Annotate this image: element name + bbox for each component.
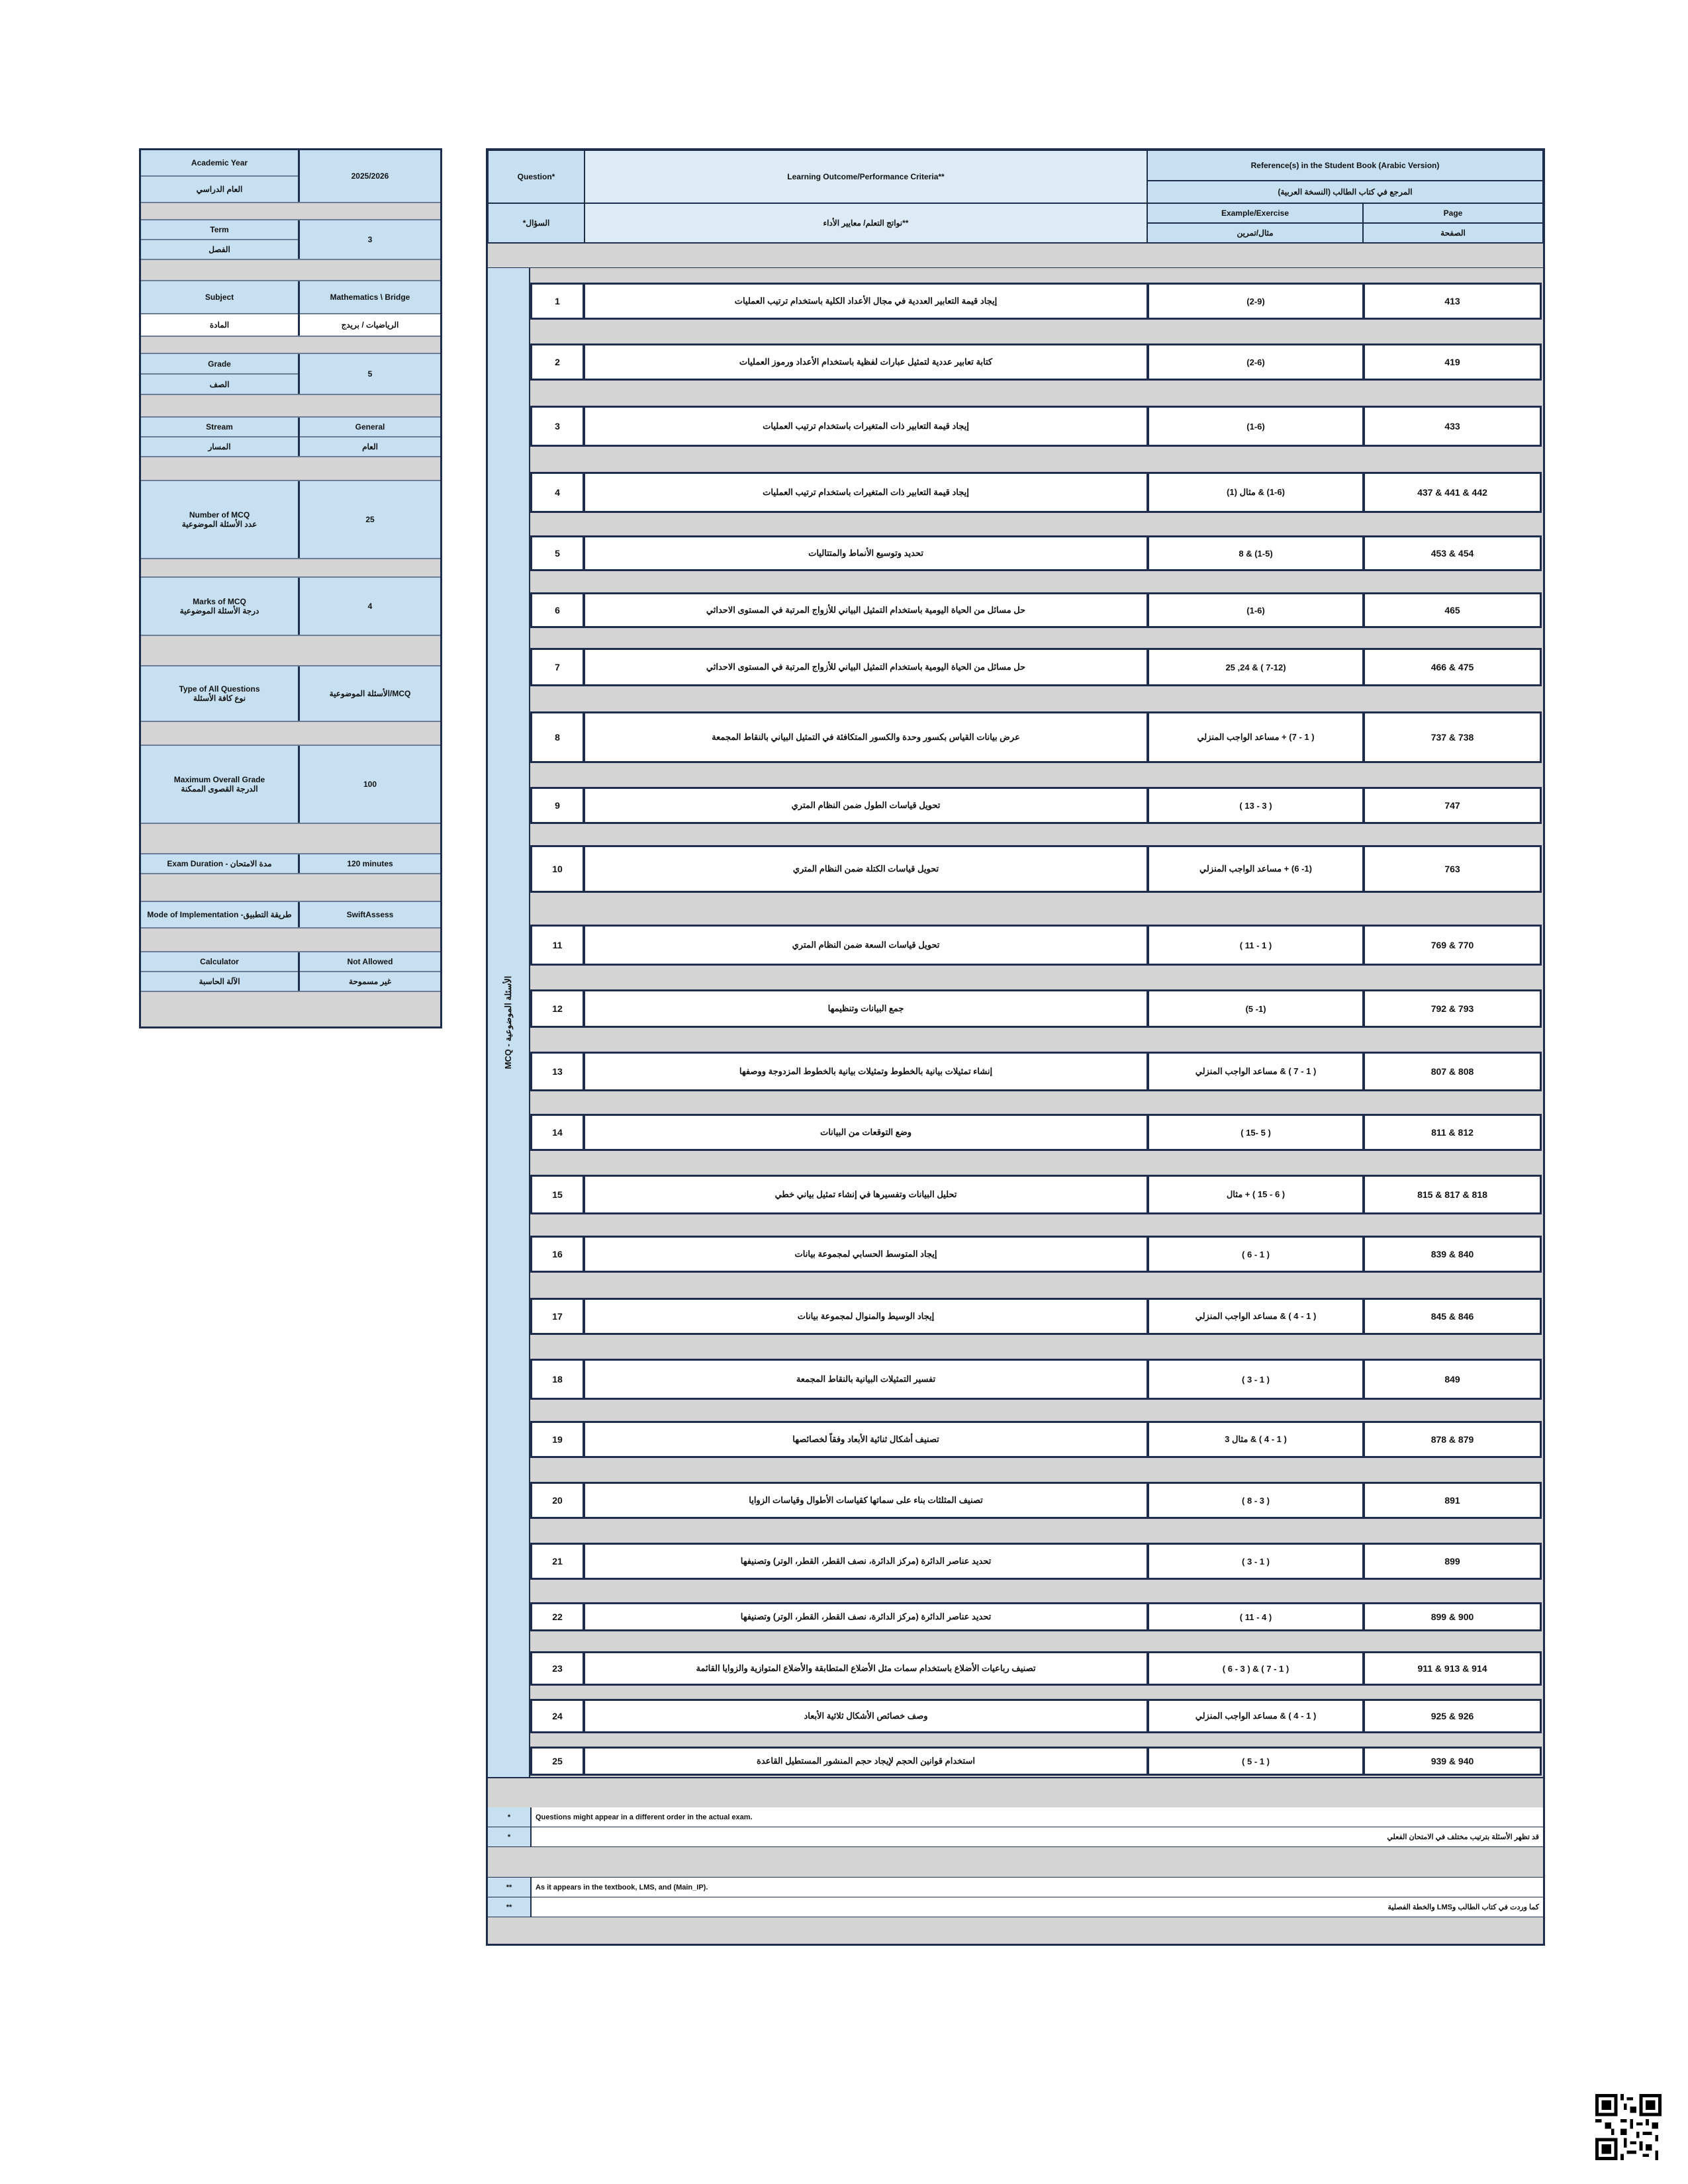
footer-spacer <box>488 1777 1543 1807</box>
mcq-marks-value: 4 <box>300 578 440 635</box>
question-number: 7 <box>530 648 585 686</box>
max-grade-value: 100 <box>300 746 440 823</box>
example-exercise: ( 3 - 13 ) <box>1147 787 1364 824</box>
learning-outcome: إيجاد الوسيط والمنوال لمجموعة بيانات <box>583 1298 1149 1335</box>
note-1-marker-ar: * <box>488 1827 532 1846</box>
spacer <box>141 203 440 220</box>
question-number: 1 <box>530 283 585 320</box>
page-reference: 769 & 770 <box>1363 925 1542 966</box>
subject-value-ar: الرياضيات / بريدج <box>300 313 440 336</box>
spacer <box>141 992 440 1026</box>
grade-label: Grade <box>208 359 231 369</box>
learning-outcome: إيجاد قيمة التعابير ذات المتغيرات باستخدام ترتيب العمليات <box>583 406 1149 447</box>
max-grade-label-ar: الدرجة القصوى الممكنة <box>181 784 258 794</box>
max-grade-row <box>141 746 440 824</box>
example-exercise: ( 1 - 3 ) <box>1147 1359 1364 1400</box>
duration-label: Exam Duration - مدة الامتحان <box>167 859 272 868</box>
note-row-1 <box>488 1807 1543 1827</box>
academic-year-value: 2025/2026 <box>300 150 440 202</box>
example-exercise: ( 1 - 4 ) & مساعد الواجب المنزلي <box>1147 1699 1364 1733</box>
learning-outcome: حل مسائل من الحياة اليومية باستخدام التمثيل البياني للأزواج المرتبة في المستوى الاحداثي <box>583 592 1149 628</box>
mcq-section-text: الأسئلة الموضوعية - MCQ <box>503 976 513 1069</box>
page-reference: 419 <box>1363 343 1542 381</box>
term-label: Term <box>210 225 229 234</box>
calculator-label-ar: الآلة الحاسبة <box>141 971 298 991</box>
stream-label: Stream <box>141 418 298 436</box>
page-reference: 811 & 812 <box>1363 1114 1542 1151</box>
stream-label-ar: المسار <box>141 436 298 456</box>
spacer <box>141 929 440 952</box>
question-number: 9 <box>530 787 585 824</box>
note-1-text-ar: قد تظهر الأسئلة بترتيب مختلف في الامتحان الفعلي <box>1387 1833 1539 1841</box>
learning-outcome: إيجاد المتوسط الحسابي لمجموعة بيانات <box>583 1236 1149 1273</box>
question-number: 16 <box>530 1236 585 1273</box>
question-number: 8 <box>530 711 585 763</box>
example-exercise: (2-9) <box>1147 283 1364 320</box>
question-number: 12 <box>530 989 585 1028</box>
page-reference: 925 & 926 <box>1363 1699 1542 1733</box>
page-reference: 815 & 817 & 818 <box>1363 1175 1542 1214</box>
learning-outcome: إيجاد قيمة التعابير العددية في مجال الأعداد الكلية باستخدام ترتيب العمليات <box>583 283 1149 320</box>
learning-outcome: جمع البيانات وتنظيمها <box>583 989 1149 1028</box>
mcq-section-label <box>488 268 530 1777</box>
page-reference: 899 & 900 <box>1363 1602 1542 1631</box>
question-number: 4 <box>530 472 585 513</box>
mcq-marks-row <box>141 578 440 636</box>
page-reference: 878 & 879 <box>1363 1421 1542 1458</box>
example-header-ar: مثال/تمرين <box>1147 223 1363 243</box>
page-reference: 465 <box>1363 592 1542 628</box>
spacer <box>141 337 440 354</box>
learning-outcome: تصنيف رباعيات الأضلاع باستخدام سمات مثل الأضلاع المتطابقة والأضلاع المتوازية والزوايا القائمة <box>583 1651 1149 1686</box>
spacer <box>141 824 440 854</box>
page-reference: 413 <box>1363 283 1542 320</box>
example-exercise: (1- 5) <box>1147 989 1364 1028</box>
subject-value: Mathematics \ Bridge <box>300 281 440 313</box>
spacer <box>141 457 440 481</box>
question-number: 5 <box>530 535 585 571</box>
question-number: 10 <box>530 845 585 893</box>
question-number: 25 <box>530 1747 585 1776</box>
page-reference: 747 <box>1363 787 1542 824</box>
question-number: 23 <box>530 1651 585 1686</box>
page-reference: 763 <box>1363 845 1542 893</box>
example-exercise: ( 1 - 4 ) & مثال 3 <box>1147 1421 1364 1458</box>
question-type-row <box>141 666 440 722</box>
page-reference: 845 & 846 <box>1363 1298 1542 1335</box>
subject-label: Subject <box>205 293 234 302</box>
grade-row <box>141 354 440 395</box>
note-1-text: Questions might appear in a different order in the actual exam. <box>536 1813 753 1821</box>
example-exercise: ( 4 - 11 ) <box>1147 1602 1364 1631</box>
page-header: Page <box>1363 203 1543 223</box>
duration-row <box>141 854 440 874</box>
example-exercise: ( 1 - 3 ) <box>1147 1543 1364 1580</box>
example-exercise: (1-6) <box>1147 592 1364 628</box>
mcq-number-row <box>141 481 440 559</box>
mcq-marks-label: Marks of MCQ <box>193 597 246 606</box>
learning-outcome: عرض بيانات القياس بكسور وحدة والكسور المتكافئة في التمثيل البياني بالنقاط المجمعة <box>583 711 1149 763</box>
example-exercise: ( 1 - 6 ) <box>1147 1236 1364 1273</box>
question-number: 24 <box>530 1699 585 1733</box>
duration-value: 120 minutes <box>300 854 440 873</box>
academic-year-label-ar: العام الدراسي <box>141 175 298 202</box>
grade-value: 5 <box>300 354 440 394</box>
example-exercise: (1-6) & مثال (1) <box>1147 472 1364 513</box>
learning-outcome: تصنيف أشكال ثنائية الأبعاد وفقاً لخصائصها <box>583 1421 1149 1458</box>
example-exercise: ( 1 - 7 ) & مساعد الواجب المنزلي <box>1147 1052 1364 1091</box>
example-header: Example/Exercise <box>1147 203 1363 223</box>
page-reference: 433 <box>1363 406 1542 447</box>
stream-row <box>141 418 440 457</box>
page-reference: 911 & 913 & 914 <box>1363 1651 1542 1686</box>
page-reference: 839 & 840 <box>1363 1236 1542 1273</box>
mcq-number-label: Number of MCQ <box>189 510 250 520</box>
learning-outcome: وصف خصائص الأشكال ثلاثية الأبعاد <box>583 1699 1149 1733</box>
qr-code-icon <box>1595 2094 1662 2160</box>
calculator-label: Calculator <box>200 957 239 966</box>
example-exercise: ( 6 - 15 ) + مثال <box>1147 1175 1364 1214</box>
notes-spacer <box>488 1847 1543 1878</box>
page-reference: 737 & 738 <box>1363 711 1542 763</box>
mode-row <box>141 902 440 929</box>
question-number: 19 <box>530 1421 585 1458</box>
mode-label: Mode of Implementation -طريقة التطبيق <box>147 910 292 919</box>
example-exercise: ( 1 - 11 ) <box>1147 925 1364 966</box>
learning-outcome: تصنيف المثلثات بناء على سماتها كقياسات الأطوال وقياسات الزوايا <box>583 1482 1149 1519</box>
question-number: 17 <box>530 1298 585 1335</box>
example-exercise: ( 3 - 8 ) <box>1147 1482 1364 1519</box>
page-reference: 899 <box>1363 1543 1542 1580</box>
question-number: 15 <box>530 1175 585 1214</box>
header-spacer <box>488 243 1543 268</box>
question-number: 21 <box>530 1543 585 1580</box>
note-row-2-ar <box>488 1897 1543 1917</box>
outcome-header: Learning Outcome/Performance Criteria** <box>585 150 1147 203</box>
exam-info-panel <box>139 148 442 1028</box>
spacer <box>141 636 440 666</box>
question-number: 22 <box>530 1602 585 1631</box>
example-exercise: (1- 6) + مساعد الواجب المنزلي <box>1147 845 1364 893</box>
question-number: 3 <box>530 406 585 447</box>
question-header-ar: السؤال* <box>488 203 585 243</box>
reference-header: Reference(s) in the Student Book (Arabic Version) <box>1147 150 1543 181</box>
question-number: 6 <box>530 592 585 628</box>
question-number: 11 <box>530 925 585 966</box>
example-exercise: (7-12 ) & 24, 25 <box>1147 648 1364 686</box>
page-reference: 466 & 475 <box>1363 648 1542 686</box>
calculator-value-ar: غير مسموحة <box>300 971 440 991</box>
subject-label-ar: المادة <box>141 313 298 336</box>
spacer <box>141 559 440 578</box>
page-reference: 891 <box>1363 1482 1542 1519</box>
note-2-marker-ar: ** <box>488 1897 532 1917</box>
spacer <box>141 260 440 281</box>
learning-outcome: تحويل قياسات السعة ضمن النظام المتري <box>583 925 1149 966</box>
question-number: 13 <box>530 1052 585 1091</box>
learning-outcome: استخدام قوانين الحجم لإيجاد حجم المنشور المستطيل القاعدة <box>583 1747 1149 1776</box>
page-reference: 807 & 808 <box>1363 1052 1542 1091</box>
learning-outcome: تفسير التمثيلات البيانية بالنقاط المجمعة <box>583 1359 1149 1400</box>
stream-value: General <box>300 418 440 436</box>
outcomes-table <box>486 148 1545 1946</box>
note-2-marker: ** <box>488 1878 532 1897</box>
question-number: 14 <box>530 1114 585 1151</box>
mcq-marks-label-ar: درجة الأسئلة الموضوعية <box>179 606 259 615</box>
reference-header-ar: المرجع في كتاب الطالب (النسخة العربية) <box>1147 181 1543 203</box>
learning-outcome: تحديد عناصر الدائرة (مركز الدائرة، نصف القطر، القطر، الوتر) وتصنيفها <box>583 1543 1149 1580</box>
term-row <box>141 220 440 260</box>
academic-year-label: Academic Year <box>191 158 248 167</box>
question-number: 20 <box>530 1482 585 1519</box>
note-1-marker: * <box>488 1807 532 1827</box>
subject-row <box>141 281 440 337</box>
page-header-ar: الصفحة <box>1363 223 1543 243</box>
learning-outcome: تحويل قياسات الطول ضمن النظام المتري <box>583 787 1149 824</box>
example-exercise: ( 1 - 5 ) <box>1147 1747 1364 1776</box>
mcq-number-value: 25 <box>300 481 440 558</box>
spacer <box>141 874 440 902</box>
spacer <box>141 395 440 418</box>
note-2-text: As it appears in the textbook, LMS, and (Main_IP). <box>536 1883 708 1891</box>
page-reference: 792 & 793 <box>1363 989 1542 1028</box>
bottom-spacer <box>488 1917 1543 1944</box>
example-exercise: ( 1 - 4 ) & مساعد الواجب المنزلي <box>1147 1298 1364 1335</box>
page-reference: 849 <box>1363 1359 1542 1400</box>
learning-outcome: إيجاد قيمة التعابير ذات المتغيرات باستخدام ترتيب العمليات <box>583 472 1149 513</box>
note-row-1-ar <box>488 1827 1543 1847</box>
question-type-label: Type of All Questions <box>179 684 260 694</box>
learning-outcome: إنشاء تمثيلات بيانية بالخطوط وتمثيلات بيانية بالخطوط المزدوجة ووصفها <box>583 1052 1149 1091</box>
example-exercise: ( 1 - 7 ) & ( 3 - 6 ) <box>1147 1651 1364 1686</box>
example-exercise: ( 5 -15 ) <box>1147 1114 1364 1151</box>
learning-outcome: تحليل البيانات وتفسيرها في إنشاء تمثيل بياني خطي <box>583 1175 1149 1214</box>
question-type-value: الأسئلة الموضوعية/MCQ <box>300 666 440 721</box>
note-row-2 <box>488 1878 1543 1897</box>
learning-outcome: تحديد وتوسيع الأنماط والمتتاليات <box>583 535 1149 571</box>
example-exercise: (2-6) <box>1147 343 1364 381</box>
question-header: Question* <box>488 150 585 203</box>
learning-outcome: تحويل قياسات الكتلة ضمن النظام المتري <box>583 845 1149 893</box>
stream-value-ar: العام <box>300 436 440 456</box>
spacer <box>141 722 440 746</box>
example-exercise: (1-6) <box>1147 406 1364 447</box>
learning-outcome: كتابة تعابير عددية لتمثيل عبارات لفظية باستخدام الأعداد ورموز العمليات <box>583 343 1149 381</box>
term-label-ar: الفصل <box>141 239 298 259</box>
max-grade-label: Maximum Overall Grade <box>173 775 265 784</box>
page-reference: 437 & 441 & 442 <box>1363 472 1542 513</box>
question-type-label-ar: نوع كافة الأسئلة <box>193 694 246 703</box>
calculator-row <box>141 952 440 992</box>
page-reference: 939 & 940 <box>1363 1747 1542 1776</box>
learning-outcome: وضع التوقعات من البيانات <box>583 1114 1149 1151</box>
outcome-header-ar: **نواتج التعلم/ معايير الأداء <box>585 203 1147 243</box>
note-2-text-ar: كما وردت في كتاب الطالب وLMS والخطة الفصلية <box>1387 1903 1539 1911</box>
example-exercise: (1-5) & 8 <box>1147 535 1364 571</box>
question-number: 18 <box>530 1359 585 1400</box>
question-number: 2 <box>530 343 585 381</box>
mode-value: SwiftAssess <box>300 902 440 927</box>
example-exercise: ( 1 - 7) + مساعد الواجب المنزلي <box>1147 711 1364 763</box>
page-reference: 453 & 454 <box>1363 535 1542 571</box>
mcq-number-label-ar: عدد الأسئلة الموضوعية <box>181 520 258 529</box>
learning-outcome: حل مسائل من الحياة اليومية باستخدام التمثيل البياني للأزواج المرتبة في المستوى الاحداثي <box>583 648 1149 686</box>
calculator-value: Not Allowed <box>300 952 440 971</box>
learning-outcome: تحديد عناصر الدائرة (مركز الدائرة، نصف القطر، القطر، الوتر) وتصنيفها <box>583 1602 1149 1631</box>
academic-year-row <box>141 150 440 203</box>
grade-label-ar: الصف <box>141 373 298 394</box>
term-value: 3 <box>300 220 440 259</box>
